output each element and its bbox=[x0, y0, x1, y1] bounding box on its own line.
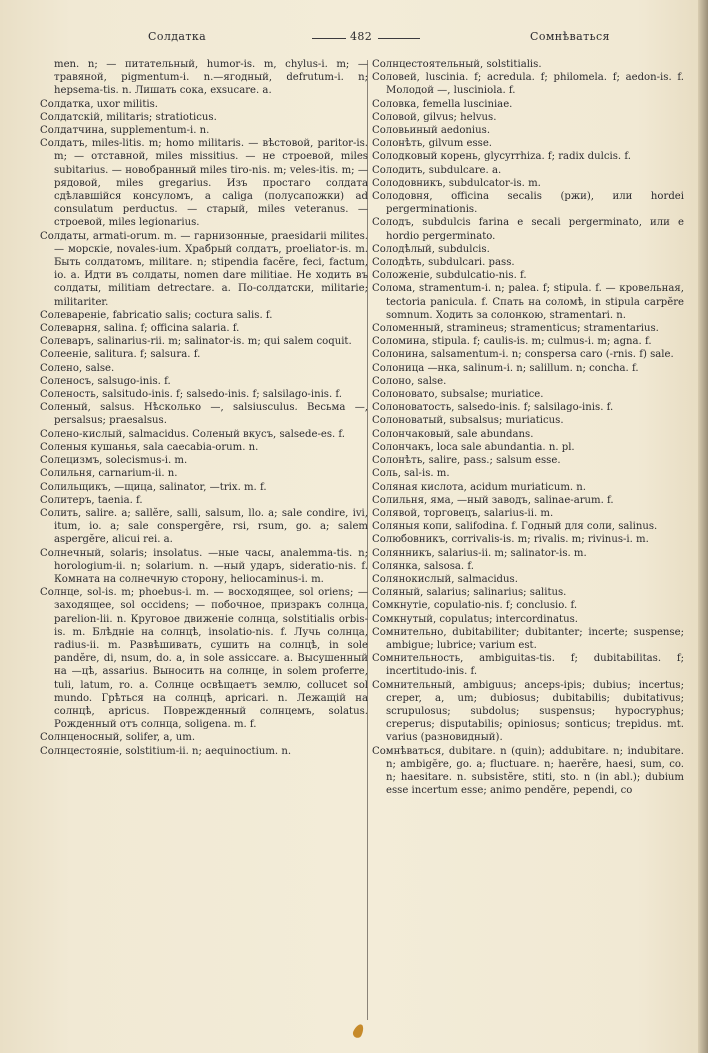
dictionary-entry: Солеваренiе, fabricatio salis; coctura salis. f. bbox=[40, 309, 273, 321]
dictionary-entry: Солодовня, officina secalis (ржи), или hordei pergerminationis. bbox=[372, 191, 684, 216]
dictionary-entry: Соленость, salsitudo-inis. f; salsedo-inis. f; salsilago-inis. f. bbox=[40, 389, 342, 401]
dictionary-entry: Солончакъ, loca sale abundantia. n. pl. bbox=[372, 441, 575, 453]
dictionary-entry: Солнце, sol-is. m; phoebus-i. m. — восходящее, sol oriens; — заходящее, sol occidens; — побочное, призракъ солнца, parelion-lii. n. Круговое движеніе солнца, solstitialis orbis-is. m. Блѣдніе на солнцѣ, insolatio-nis. f. Лучь солнца, radius-ii. m. Развѣшивать, сушить на солнцѣ, in sole pandĕre, di, nsum, do. a, in sole assiccare. a. Высушенный на —цѣ, assarius. Выносить на солнце, in solem proferre, tuli, latum, ro. a. Солнце освѣщаетъ землю, collucet sol mundo. Грѣться на солнцѣ, apricari. n. Лежащій на солнцѣ, apricus. Поврежденный солнцемъ, solatus. Рожденный отъ солнца, soligena. m. f. bbox=[40, 587, 368, 731]
dictionary-entry: Солеварня, salina. f; officina salaria. f. bbox=[40, 323, 240, 335]
dictionary-entry: Солить, salire. a; sallĕre, salli, salsum, llo. a; sale condire, ivi, itum, io. a; sale conspergĕre, rsi, rsum, go. a; salem aspergĕre, alicui rei. a. bbox=[40, 507, 368, 546]
header-left-title: Солдатка bbox=[148, 30, 207, 43]
dictionary-entry: Соляная кислота, acidum muriaticum. n. bbox=[372, 481, 587, 493]
dictionary-entry: Солянникъ, salarius-ii. m; salinator-is. m. bbox=[372, 547, 587, 559]
dictionary-entry: Соловей, luscinia. f; acredula. f; philomela. f; aedon-is. f. Молодой —, lusciniola. f. bbox=[372, 72, 684, 97]
dictionary-entry: Солома, stramentum-i. n; palea. f; stipula. f. — кровельная, tectoria panicula. f. Спать на соломѣ, in stipula carpĕre somnum. Ходить за солонкою, stramentari. n. bbox=[372, 283, 684, 321]
dictionary-entry: men. n; — питательный, humor-is. m, chylus-i. m; — травяной, pigmentum-i. n.—ягодный, defrutum-i. n; hepsema-tis. n. Лишать сока, exsucare. a. bbox=[54, 59, 368, 97]
right-column bbox=[372, 58, 684, 797]
dictionary-entry: Соломенный, stramineus; stramenticus; stramentarius. bbox=[372, 323, 659, 335]
dictionary-entry: Соленосъ, salsugo-inis. f. bbox=[40, 375, 171, 387]
dictionary-entry: Солееніе, salitura. f; salsura. f. bbox=[40, 349, 201, 361]
dictionary-entry: Солецизмъ, solecismus-i. m. bbox=[40, 455, 188, 467]
dictionary-entry: Сомнительно, dubitabiliter; dubitanter; incerte; suspense; ambigue; lubrice; varium est. bbox=[372, 626, 684, 651]
dictionary-entry: Солоновато, subsalse; muriatice. bbox=[372, 389, 544, 401]
dictionary-entry: Солодѣлый, subdulcis. bbox=[372, 243, 490, 255]
dictionary-entry: Солдаты, armati-orum. m. — гарнизонные, praesidarii milites. — морскіе, novales-ium. Храбрый солдатъ, proeliator-is. m. Быть солдатомъ, militare. n; stipendia facĕre, feci, factum, io. a. Идти въ солдаты, nomen dare militiae. Не ходить въ солдаты, militiam detrectare. a. По-солдатски, militarie; militariter. bbox=[40, 230, 368, 308]
dictionary-entry: Солдатка, uxor militis. bbox=[40, 98, 159, 110]
dictionary-entry: Солонина, salsamentum-i. n; conspersa caro (-rnis. f) sale. bbox=[372, 349, 674, 361]
dictionary-entry: Солитеръ, taenia. f. bbox=[40, 494, 143, 506]
dictionary-entry: Солильня, яма, —ный заводъ, salinae-arum. f. bbox=[372, 494, 614, 506]
dictionary-entry: Солоноватость, salsedo-inis. f; salsilago-inis. f. bbox=[372, 402, 614, 414]
dictionary-entry: Солдатскій, militaris; stratioticus. bbox=[40, 111, 217, 123]
dictionary-entry: Соль, sal-is. m. bbox=[372, 468, 450, 480]
dictionary-entry: Соломина, stipula. f; caulis-is. m; culmus-i. m; agna. f. bbox=[372, 336, 652, 348]
running-header bbox=[0, 30, 708, 50]
dictionary-entry: Солнечный, solaris; insolatus. —ные часы, analemma-tis. n; horologium-ii. n; solarium. n. —ный ударъ, sideratio-nis. f. Комната на солнечную сторону, heliocaminus-i. m. bbox=[40, 547, 368, 585]
dictionary-entry: Сомнительный, ambiguus; anceps-ipis; dubius; incertus; creper, a, um; dubiosus; dubitabilis; dubitativus; scrupulosus; subdolus; suspensus; hypocryphus; creperus; disputabilis; opiniosus; sonticus; trepidus. mt. varius (разновидный). bbox=[372, 679, 684, 744]
dictionary-entry: Солеваръ, salinarius-rii. m; salinator-is. m; qui salem coquit. bbox=[40, 336, 352, 348]
dictionary-entry: Солодъ, subdulcis farina e secali pergerminato, или e hordio pergerminato. bbox=[372, 217, 684, 242]
dictionary-entry: Солнцестояніе, solstitium-ii. n; aequinoctium. n. bbox=[40, 745, 292, 757]
dictionary-entry: Солоница —нка, salinum-i. n; salillum. n; concha. f. bbox=[372, 362, 639, 374]
header-right-title: Сомнѣваться bbox=[530, 30, 610, 43]
dictionary-entry: Сомнѣваться, dubitare. n (quin); addubitare. n; indubitare. n; ambigĕre, go. a; fluctuare. n; haerĕre, haesi, sum, co. n; haesitare. n. subsistĕre, stiti, sto. n (in abl.); dubium esse incertum esse; animo pendĕre, pependi, co bbox=[372, 745, 684, 797]
dictionary-entry: Соловьиный aedonius. bbox=[372, 125, 491, 137]
dictionary-entry: Солявой, торговецъ, salarius-ii. m. bbox=[372, 507, 554, 519]
dictionary-entry: Солонѣть, salire, pass.; salsum esse. bbox=[372, 455, 561, 467]
dictionary-entry: Соленый, salsus. Нѣсколько —, salsiusculus. Весьма —, persalsus; praesalsus. bbox=[40, 402, 368, 427]
dictionary-entry: Солянка, salsosa. f. bbox=[372, 560, 474, 572]
dictionary-entry: Сомнительность, ambiguitas-tis. f; dubitabilitas. f; incertitudo-inis. f. bbox=[372, 653, 684, 678]
dictionary-entry: Солнценосный, solifer, a, um. bbox=[40, 732, 196, 744]
page-number: 482 bbox=[350, 30, 373, 43]
dictionary-entry: Солнцестоятельный, solstitialis. bbox=[372, 59, 542, 70]
dictionary-entry: Солильщикъ, —щица, salinator, —trix. m. f. bbox=[40, 481, 267, 493]
dictionary-entry: Солюбовникъ, corrivalis-is. m; rivalis. m; rivinus-i. m. bbox=[372, 534, 649, 546]
header-rule-left bbox=[312, 38, 346, 39]
dictionary-entry: Сомкнутый, copulatus; intercordinatus. bbox=[372, 613, 578, 625]
dictionary-entry: Солено, salse. bbox=[40, 362, 115, 374]
dictionary-entry: Солянокислый, salmacidus. bbox=[372, 573, 518, 585]
header-rule-right bbox=[378, 38, 420, 39]
dictionary-entry: Солдатчина, supplementum-i. n. bbox=[40, 125, 210, 137]
dictionary-entry: Солодить, subdulcare. a. bbox=[372, 164, 502, 176]
dictionary-entry: Солдатъ, miles-litis. m; homo militaris. — вѣстовой, paritor-is. m; — отставной, miles missitius. — не строевой, miles subitarius. — новобранный miles tiro-nis. m; veles-itis. m; — рядовой, miles gregarius. Изъ простаго солдата сдѣлавшійся консуломъ, a caliga (полусапожки) ad consulatum perductus. — старый, miles veteranus. — строевой, miles legionarius. bbox=[40, 138, 368, 229]
left-column bbox=[40, 58, 368, 758]
dictionary-entry: Сомкнутіе, copulatio-nis. f; conclusio. f. bbox=[372, 600, 578, 612]
dictionary-entry: Соляный, salarius; salinarius; salitus. bbox=[372, 587, 567, 599]
dictionary-entry: Соложеніе, subdulcatio-nis. f. bbox=[372, 270, 527, 282]
dictionary-entry: Солончаковый, sale abundans. bbox=[372, 428, 534, 440]
dictionary-entry: Соляныя копи, salifodina. f. Годный для соли, salinus. bbox=[372, 521, 658, 533]
dictionary-entry: Солодковый корень, glycyrrhiza. f; radix dulcis. f. bbox=[372, 151, 631, 163]
dictionary-entry: Солоно, salse. bbox=[372, 375, 447, 387]
page-edge-shadow bbox=[698, 0, 708, 1053]
dictionary-entry: Солильня, carnarium-ii. n. bbox=[40, 468, 178, 480]
dictionary-entry: Солодовникъ, subdulcator-is. m. bbox=[372, 177, 541, 189]
dictionary-entry: Солоноватый, subsalsus; muriaticus. bbox=[372, 415, 564, 427]
dictionary-entry: Солодѣть, subdulcari. pass. bbox=[372, 257, 515, 269]
dictionary-entry: Соловка, femella lusciniae. bbox=[372, 98, 513, 110]
dictionary-entry: Солонѣть, gilvum esse. bbox=[372, 138, 493, 150]
dictionary-entry: Соловой, gilvus; helvus. bbox=[372, 111, 497, 123]
dictionary-entry: Соленыя кушанья, sala caecabia-orum. n. bbox=[40, 441, 259, 453]
dictionary-entry: Солено-кислый, salmacidus. Соленый вкусъ, salsede-es. f. bbox=[40, 428, 346, 440]
